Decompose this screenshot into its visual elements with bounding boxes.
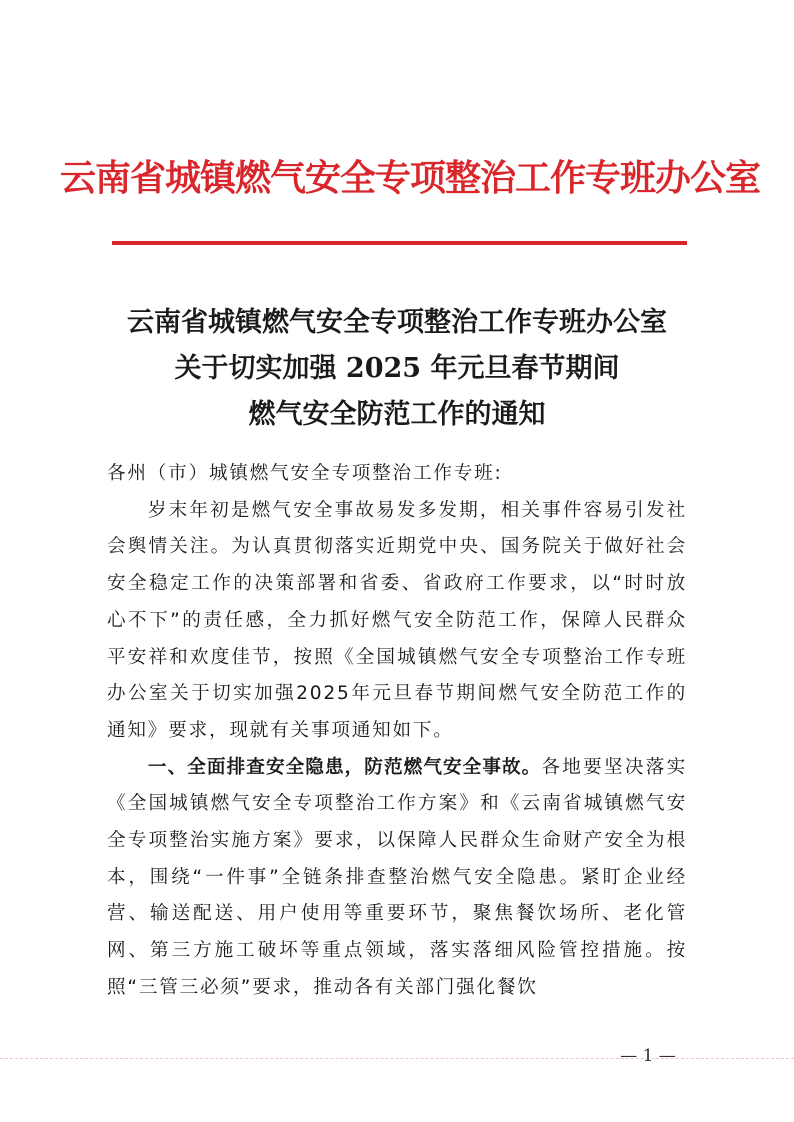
document-title xyxy=(60,300,734,438)
section-1-heading: 一、全面排查安全隐患，防范燃气安全事故。 xyxy=(147,756,542,778)
salutation: 各州（市）城镇燃气安全专项整治工作专班: xyxy=(107,463,503,484)
letterhead-title: 云南省城镇燃气安全专项整治工作专班办公室 xyxy=(60,157,761,199)
title-line-3: 燃气安全防范工作的通知 xyxy=(248,399,546,430)
paragraph-intro: 岁末年初是燃气安全事故易发多发期，相关事件容易引发社会舆情关注。为认真贯彻落实近期党中央、国务院关于做好社会安全稳定工作的决策部署和省委、省政府工作要求，以“时时放心不下”的责任感，全力抓好燃气安全防范工作，保障人民群众平安祥和欢度佳节，按照《全国城镇燃气安全专项整治工作专班办公室关于切实加强2025年元旦春节期间燃气安全防范工作的通知》要求，现就有关事项通知如下。 xyxy=(107,499,687,741)
page-number: — 1 — xyxy=(620,1046,676,1066)
letterhead-red-rule xyxy=(112,241,687,245)
title-line-2: 关于切实加强 2025 年元旦春节期间 xyxy=(174,353,620,384)
section-1-body: 各地要坚决落实《全国城镇燃气安全专项整治工作方案》和《云南省城镇燃气安全专项整治实施方案》要求，以保障人民群众生命财产安全为根本，围绕“一件事”全链条排查整治燃气安全隐患。紧盯企业经营、输送配送、用户使用等重要环节，聚焦餐饮场所、老化管网、第三方施工破坏等重点领域，落实落细风险管控措施。按照“三管三必须”要求，推动各有关部门强化餐饮 xyxy=(107,756,687,998)
title-line-1: 云南省城镇燃气安全专项整治工作专班办公室 xyxy=(127,307,667,338)
document-body xyxy=(107,456,687,1007)
paragraph-section-1 xyxy=(107,750,687,1007)
